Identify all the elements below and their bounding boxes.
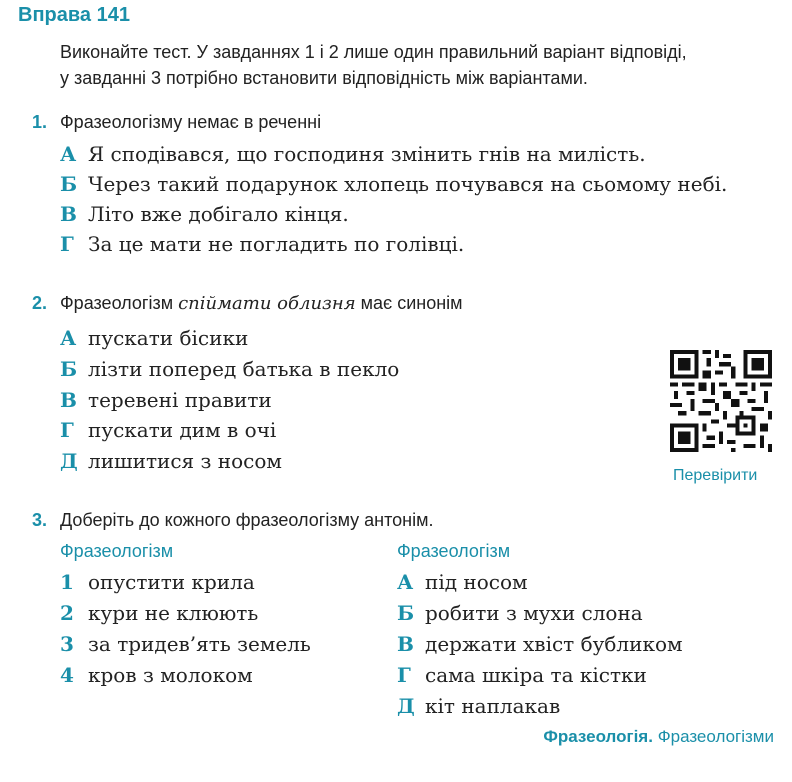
- item-letter: Д: [397, 694, 415, 718]
- q1-option-v[interactable]: [60, 202, 349, 226]
- intro-line-2: у завданні 3 потрібно встановити відповідність між варіантами.: [60, 68, 588, 88]
- item-text: кров з молоком: [88, 663, 253, 687]
- qr-code-icon[interactable]: [670, 350, 772, 452]
- option-text: Літо вже добігало кінця.: [88, 202, 349, 226]
- item-text: кіт наплакав: [425, 694, 561, 718]
- item-number: 2: [60, 601, 74, 625]
- option-text: лишитися з носом: [88, 449, 282, 473]
- item-number: 3: [60, 632, 74, 656]
- option-text: За це мати не погладить по голівці.: [88, 232, 465, 256]
- question-2-text: Фразеологізм спіймати облизня має синонім: [60, 293, 463, 314]
- item-text: робити з мухи слона: [425, 601, 643, 625]
- item-text: за тридев’ять земель: [88, 632, 311, 656]
- qr-caption[interactable]: Перевірити: [673, 467, 758, 484]
- q2-option-b[interactable]: [60, 357, 399, 381]
- option-text: Через такий подарунок хлопець почувався на сьомому небі.: [88, 172, 728, 196]
- q3-right-item-d[interactable]: [397, 694, 560, 718]
- q1-option-h[interactable]: [60, 232, 464, 256]
- q3-left-item-2[interactable]: [60, 601, 258, 625]
- question-3-text: Доберіть до кожного фразеологізму антонім.: [60, 510, 434, 530]
- option-letter: А: [60, 142, 77, 166]
- q3-right-item-a[interactable]: [397, 570, 528, 594]
- item-letter: Б: [397, 601, 415, 625]
- item-text: під носом: [425, 570, 528, 594]
- option-text: Я сподівався, що господиня змінить гнів на милість.: [88, 142, 646, 166]
- option-letter: Д: [60, 449, 78, 473]
- option-text: пускати бісики: [88, 326, 249, 350]
- option-letter: Б: [60, 172, 78, 196]
- item-text: держати хвіст бубликом: [425, 632, 683, 656]
- item-text: кури не клюють: [88, 601, 259, 625]
- q2-option-v[interactable]: [60, 388, 272, 412]
- question-3-number: 3.: [32, 510, 48, 530]
- exercise-title: Вправа 141: [18, 4, 130, 26]
- question-1-number: 1.: [32, 112, 48, 132]
- q3-right-item-h[interactable]: [397, 663, 647, 687]
- q3-left-item-3[interactable]: [60, 632, 311, 656]
- option-letter: В: [60, 388, 77, 412]
- q1-option-a[interactable]: [60, 142, 646, 166]
- item-letter: В: [397, 632, 414, 656]
- option-letter: В: [60, 202, 77, 226]
- question-1-text: Фразеологізму немає в реченні: [60, 112, 322, 132]
- q2-option-a[interactable]: [60, 326, 248, 350]
- idiom-italic: спіймати облизня: [178, 293, 356, 314]
- item-number: 4: [60, 663, 74, 687]
- option-letter: А: [60, 326, 77, 350]
- option-letter: Б: [60, 357, 78, 381]
- right-column-header: Фразеологізм: [397, 541, 511, 561]
- q3-right-item-b[interactable]: [397, 601, 643, 625]
- footer-topic: Фразеологізми: [657, 727, 774, 746]
- item-letter: Г: [397, 663, 411, 687]
- intro-line-1: Виконайте тест. У завданнях 1 і 2 лише один правильний варіант відповіді,: [60, 42, 687, 62]
- question-2-number: 2.: [32, 293, 48, 313]
- option-text: теревені правити: [88, 388, 272, 412]
- q3-left-item-1[interactable]: [60, 570, 255, 594]
- q1-option-b[interactable]: [60, 172, 727, 196]
- item-number: 1: [60, 570, 74, 594]
- q3-left-item-4[interactable]: [60, 663, 253, 687]
- q2-option-d[interactable]: [60, 449, 282, 473]
- item-letter: А: [397, 570, 414, 594]
- option-text: пускати дим в очі: [88, 418, 277, 442]
- option-letter: Г: [60, 232, 74, 256]
- q3-right-item-v[interactable]: [397, 632, 683, 656]
- page-footer: [543, 727, 774, 747]
- item-text: опустити крила: [88, 570, 255, 594]
- left-column-header: Фразеологізм: [60, 541, 174, 561]
- q2-option-h[interactable]: [60, 418, 276, 442]
- footer-section: Фразеологія.: [543, 727, 653, 746]
- option-letter: Г: [60, 418, 74, 442]
- option-text: лізти поперед батька в пекло: [88, 357, 400, 381]
- item-text: сама шкіра та кістки: [425, 663, 647, 687]
